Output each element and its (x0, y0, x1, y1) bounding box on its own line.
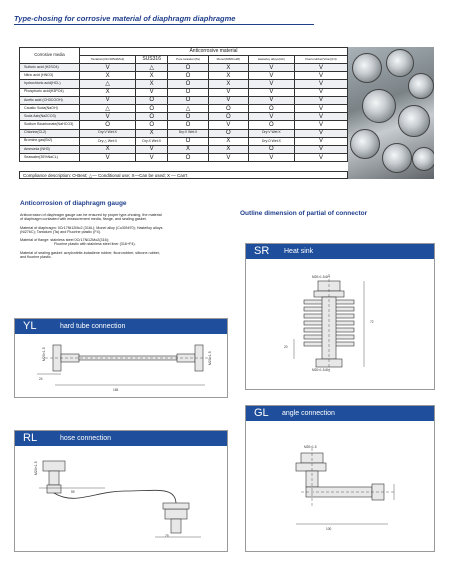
sr-thread-top: M20×1.5-6H (312, 275, 330, 279)
compliance-cell: V (294, 129, 347, 137)
compliance-cell: △ (136, 64, 168, 72)
table-row (20, 88, 348, 96)
table-row (20, 80, 348, 88)
text-line: and fluorine plastic. (20, 254, 52, 259)
sr-thread-bottom: M20×1.5-6H (312, 368, 330, 372)
media-cell: hydrochloric acid(HCL) (20, 80, 80, 88)
compliance-cell: V (294, 64, 347, 72)
compliance-cell: V (294, 137, 347, 145)
sr-dim-side: 20 (284, 345, 288, 349)
compliance-cell: O (168, 80, 209, 88)
media-cell: Bromine gas(Br2) (20, 137, 80, 145)
text-line: Anticorrosion of diaphragm gauge can be ensured by proper type-chosing, the material (20, 213, 162, 217)
diaphragm-disc (352, 53, 382, 83)
rl-dim-b: 79 (165, 534, 169, 538)
table-row (20, 72, 348, 80)
yl-left-thread: M20×1.5 (42, 347, 46, 361)
compliance-cell: Dry:V Wet:X (80, 129, 136, 137)
compliance-cell: X (208, 72, 248, 80)
compliance-cell: X (208, 145, 248, 153)
compliance-cell: O (248, 104, 294, 112)
yl-dim-length: 165 (113, 388, 119, 392)
compliance-cell: V (208, 154, 248, 162)
sr-code: SR (254, 245, 270, 257)
table-row (20, 113, 348, 121)
diaphragm-disc (412, 147, 434, 171)
corrosion-table (19, 47, 348, 162)
yl-code: YL (23, 320, 37, 332)
rl-code: RL (23, 432, 38, 444)
compliance-cell: V (294, 96, 347, 104)
sr-heat-sink-drawing (246, 244, 434, 391)
rl-diagram-box (14, 430, 228, 552)
compliance-cell: △ (168, 104, 209, 112)
group-label: Anticorrosive material (80, 48, 348, 56)
compliance-cell: V (294, 154, 347, 162)
compliance-cell: V (208, 96, 248, 104)
compliance-cell: X (80, 145, 136, 153)
yl-dim-small: 24 (39, 377, 43, 381)
table-row (20, 154, 348, 162)
compliance-cell: O (208, 113, 248, 121)
table-row (20, 104, 348, 112)
sr-diagram-box (245, 243, 435, 390)
gl-label: angle connection (282, 410, 335, 417)
compliance-cell: O (136, 113, 168, 121)
yl-diagram-box (14, 318, 228, 398)
compliance-cell: X (208, 137, 248, 145)
diaphragm-disc (382, 143, 412, 173)
compliance-cell: V (80, 96, 136, 104)
media-cell: Acetic acid (CH3COOH) (20, 96, 80, 104)
compliance-cell: V (294, 72, 347, 80)
compliance-cell: V (248, 72, 294, 80)
rl-thread: M20×1.5 (34, 461, 38, 475)
compliance-cell: V (294, 80, 347, 88)
anticorrosion-title: Anticorrosion of diaphragm gauge (20, 200, 127, 207)
column-header: Fluororubber(Viton)(F4) (294, 56, 347, 64)
yl-hard-tube-drawing (15, 319, 227, 399)
compliance-cell: O (80, 121, 136, 129)
media-cell: Soda Ash(Na2CO3) (20, 113, 80, 121)
corner-label: Corrosive media (20, 48, 80, 64)
compliance-cell: X (80, 88, 136, 96)
compliance-cell: V (294, 121, 347, 129)
compliance-cell: O (136, 104, 168, 112)
compliance-cell: X (208, 80, 248, 88)
compliance-cell: V (248, 96, 294, 104)
compliance-cell: V (294, 88, 347, 96)
compliance-cell: O (248, 145, 294, 153)
compliance-cell: O (168, 154, 209, 162)
compliance-cell: V (248, 88, 294, 96)
text-line: of diaphragm contacted with measurement media, flange, and sealing gasket. (20, 217, 147, 222)
media-cell: Nitric acid (HNO3) (20, 72, 80, 80)
compliance-cell: O (168, 113, 209, 121)
diaphragm-photo (348, 47, 434, 179)
compliance-cell: O (168, 64, 209, 72)
media-cell: Ammonia (NH3) (20, 145, 80, 153)
gl-code: GL (254, 407, 269, 419)
column-header: Tantalum(OCr18Ni2Mo2) (80, 56, 136, 64)
diaphragm-disc (362, 89, 396, 123)
compliance-cell: X (136, 129, 168, 137)
table-row (20, 137, 348, 145)
compliance-cell: O (136, 96, 168, 104)
compliance-cell: V (208, 121, 248, 129)
anticorrosion-text (20, 213, 225, 259)
compliance-cell: O (136, 121, 168, 129)
compliance-cell: V (294, 145, 347, 153)
compliance-cell: V (294, 113, 347, 121)
compliance-cell: O (168, 72, 209, 80)
text-line: (Ni276C); Tantalum (Ta) and Fluorine plastic (F4). (20, 229, 101, 234)
yl-label: hard tube connection (60, 323, 126, 330)
compliance-cell: Dry:V Wet:X (168, 129, 209, 137)
compliance-cell: V (248, 154, 294, 162)
diaphragm-disc (408, 73, 434, 99)
rl-dim-a: 59 (71, 490, 75, 494)
column-header: Hastelloy alloys(HC) (248, 56, 294, 64)
media-cell: Sulfuric acid (H2SO4) (20, 64, 80, 72)
column-header: Pure tantalum(Ta) (168, 56, 209, 64)
column-header: SUS316 (136, 56, 168, 64)
compliance-cell: △ (80, 104, 136, 112)
compliance-cell: X (208, 64, 248, 72)
media-cell: Chlorine(CL2) (20, 129, 80, 137)
table-row (20, 96, 348, 104)
gl-angle-drawing (246, 406, 434, 553)
compliance-cell: Dry:O Wet:X (248, 137, 294, 145)
gl-thread: M20×1.5 (304, 445, 317, 449)
page-title: Type-chosing for corrosive material of diaphragm diaphragme (14, 14, 236, 23)
compliance-cell: O (168, 121, 209, 129)
compliance-cell: O (168, 88, 209, 96)
compliance-cell: V (136, 154, 168, 162)
table-row (20, 145, 348, 153)
compliance-cell: O (208, 129, 248, 137)
compliance-cell: V (80, 64, 136, 72)
sr-label: Heat sink (284, 248, 314, 255)
table-row (20, 121, 348, 129)
compliance-cell: X (80, 72, 136, 80)
compliance-cell: O (248, 121, 294, 129)
compliance-cell: Dry:V Wet:X (248, 129, 294, 137)
text-line: Fluorine plastic with stainless steel liner (316+F4). (54, 242, 136, 247)
rl-label: hose connection (60, 435, 111, 442)
media-cell: Sodium Bicarbonate(NaHCO3) (20, 121, 80, 129)
compliance-cell: X (168, 145, 209, 153)
compliance-cell: V (208, 88, 248, 96)
compliance-cell: Dry:△ Wet:X (80, 137, 136, 145)
media-cell: Caustic Soda(NaOH) (20, 104, 80, 112)
table-row (20, 64, 348, 72)
outline-title: Outline dimension of partial of connector (240, 210, 368, 217)
diaphragm-disc (350, 129, 380, 159)
column-header: Monel(Ni68Cu28) (208, 56, 248, 64)
compliance-cell: V (136, 88, 168, 96)
compliance-cell: Dry:X Wet:X (136, 137, 168, 145)
compliance-cell: V (248, 80, 294, 88)
compliance-cell: V (80, 154, 136, 162)
gl-diagram-box (245, 405, 435, 552)
compliance-cell: O (168, 96, 209, 104)
media-cell: Seawater(35%NaCL) (20, 154, 80, 162)
compliance-description: Compliance description: O-Best; △— Conditional use; X—Can be used; X — Can't (19, 171, 348, 179)
text-line: Material of diaphragm: 0Cr17Ni12Mo2 (316L); Monel alloy (Cu30Ni70); Hasteiloy alloys (20, 225, 163, 230)
compliance-cell: V (248, 113, 294, 121)
yl-right-thread: M20×1.5 (208, 351, 212, 365)
diaphragm-disc (398, 105, 430, 137)
compliance-cell: △ (80, 80, 136, 88)
compliance-cell: O (208, 104, 248, 112)
compliance-cell: V (80, 113, 136, 121)
compliance-cell: X (136, 80, 168, 88)
diaphragm-disc (386, 49, 414, 77)
table-row (20, 129, 348, 137)
sr-dim-height: 72 (370, 320, 374, 324)
gl-dim-length: 100 (326, 527, 332, 531)
text-line: Material of flange: stainless steel 0Cr17Ni12Mo2(316); (20, 238, 109, 242)
rl-hose-drawing (15, 431, 227, 553)
media-cell: Phosphoric acid(H3PO4) (20, 88, 80, 96)
compliance-cell: V (294, 104, 347, 112)
text-line: Material of sealing gasket: acrylonitrile-butadiene rubber, fluororubber, silicone rubber, (20, 250, 160, 255)
compliance-cell: V (248, 64, 294, 72)
title-rule (14, 24, 314, 25)
compliance-cell: V (136, 145, 168, 153)
compliance-cell: X (136, 72, 168, 80)
compliance-cell: O (168, 137, 209, 145)
